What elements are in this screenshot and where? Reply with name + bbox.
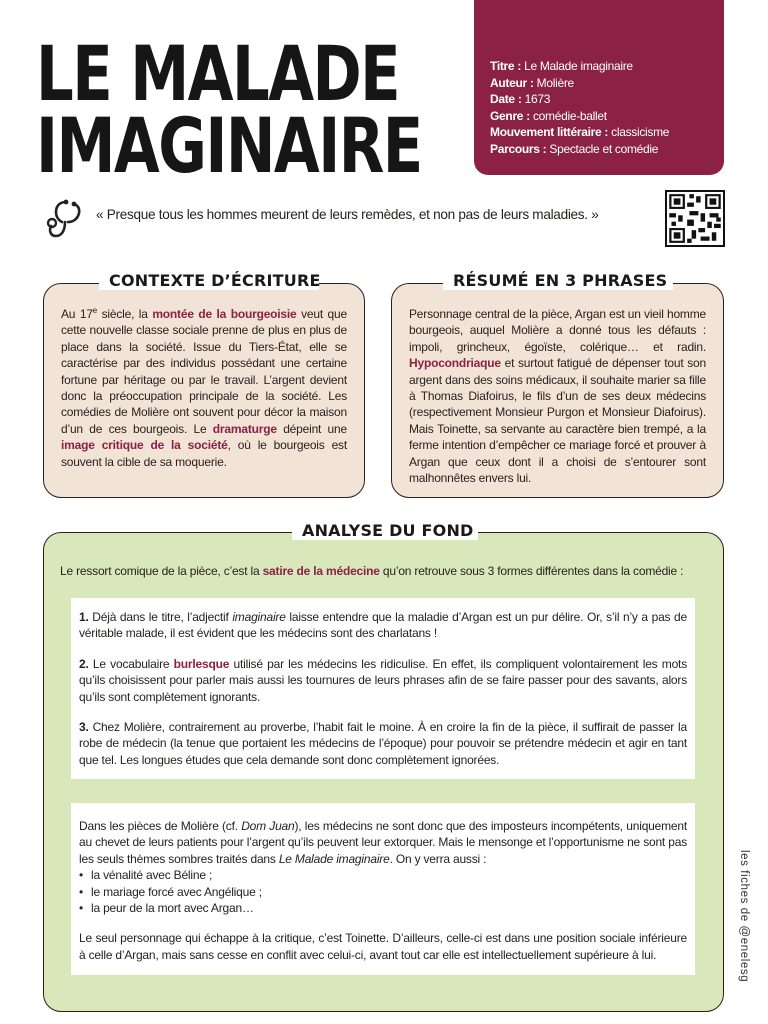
stethoscope-icon <box>44 198 88 240</box>
analyse-point-1: 1. Déjà dans le titre, l’adjectif imaginaire laisse entendre que la maladie d’Argan est un pur délire. Or, s’il n’y a pas de véritable malade, il est évident que les médecins sont des charlatans ! <box>79 610 687 641</box>
list-item: • le mariage forcé avec Angélique ; <box>79 884 687 900</box>
analyse-heading: ANALYSE DU FOND <box>292 521 478 540</box>
page-title <box>36 29 422 190</box>
title-line-2: IMAGINAIRE <box>36 101 422 190</box>
analyse-closing: Le seul personnage qui échappe à la critique, c’est Toinette. D’ailleurs, celle-ci est dans une position sociale inférieure à celle d’Argan, mais sans cesse en conflit avec celui-ci, avant tout car elle est intellectuellement supérieure à lui. <box>79 931 687 962</box>
author-credit: les fiches de @enelesg <box>738 850 750 983</box>
analyse-bullet-list <box>79 867 687 916</box>
resume-heading: RÉSUMÉ EN 3 PHRASES <box>443 271 673 290</box>
info-row-author: Auteur : Molière <box>490 75 574 90</box>
info-row-movement: Mouvement littéraire : classicisme <box>490 125 670 140</box>
analyse-intro: Le ressort comique de la pièce, c’est la satire de la médecine qu’on retrouve sous 3 formes différentes dans la comédie : <box>60 564 684 578</box>
info-row-date: Date : 1673 <box>490 92 551 107</box>
info-row-title: Titre : Le Malade imaginaire <box>490 59 633 73</box>
title-line-1: LE MALADE <box>36 29 400 118</box>
info-row-genre: Genre : comédie-ballet <box>490 108 607 123</box>
analyse-conclusion-box <box>71 803 695 975</box>
info-box <box>474 0 724 175</box>
analyse-conclusion-para: Dans les pièces de Molière (cf. Dom Juan), les médecins ne sont donc que des imposteurs incompétents, uniquement au chevet de leurs patients pour l’argent qu’ils peuvent leur extorquer. Mais le mensonge et l’opportunisme ne sont pas les seuls thèmes sombres traités dans Le Malade imaginaire. On y verra aussi : <box>79 819 687 866</box>
list-item: • la vénalité avec Béline ; <box>79 867 687 883</box>
qr-code-icon[interactable] <box>665 190 725 247</box>
analyse-points-box <box>71 598 695 779</box>
list-item: • la peur de la mort avec Argan… <box>79 900 687 916</box>
quote: « Presque tous les hommes meurent de leurs remèdes, et non pas de leurs maladies. » <box>96 207 599 222</box>
resume-text: Personnage central de la pièce, Argan est un vieil homme bourgeois, auquel Molière a donné tous les défauts : impoli, grincheux, égoïste, colérique… et radin. Hypocondriaque et surtout fatigué de dépenser tout son argent dans des soins médicaux, il souhaite marier sa fille à Thomas Diafoirus, le fils d’un de ses deux médecins (respectivement Monsieur Purgon et Monsieur Diafoirus). Mais Toinette, sa servante au caractère bien trempé, a la ferme intention d’empêcher ce mariage forcé et prouver à Argan que ceux dont il a choisi de s’entourer sont malhonnêtes envers lui. <box>409 307 706 486</box>
contexte-text: Au 17e siècle, la montée de la bourgeoisie veut que cette nouvelle classe sociale prenne de plus en plus de place dans la société. Issue du Tiers-État, elle se caractérise par des individus possédant une certaine fortune par héritage ou par le travail. L’argent devient donc la préoccupation principale de la société. Les comédies de Molière ont souvent pour décor la maison d’un de ces bourgeois. Le dramaturge dépeint une image critique de la société, où le bourgeois est souvent la cible de sa moquerie. <box>61 306 347 469</box>
info-row-parcours: Parcours : Spectacle et comédie <box>490 141 659 156</box>
analyse-point-2: 2. Le vocabulaire burlesque utilisé par les médecins les ridiculise. En effet, ils compliquent volontairement les mots qu’ils choisissent pour parler mais aussi les tournures de leurs phrases afin de se faire passer pour des savants, alors qu’ils sont complètement ignorants. <box>79 656 687 704</box>
contexte-heading: CONTEXTE D’ÉCRITURE <box>99 271 319 290</box>
analyse-point-3: 3. Chez Molière, contrairement au proverbe, l’habit fait le moine. À en croire la fin de la pièce, il suffirait de passer la robe de médecin (la tenue que portaient les médecins de l’époque) pour pouvoir se prétendre médecin et agir en tant que tel. Les longues études que cela demande sont donc complètement ignorées. <box>79 720 687 767</box>
